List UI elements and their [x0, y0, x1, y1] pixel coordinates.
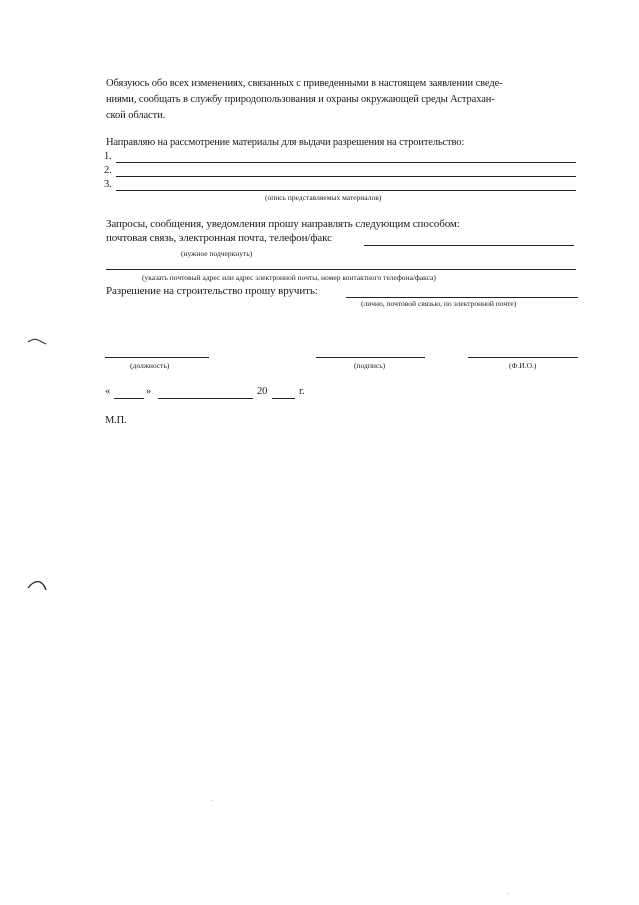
date-year-line[interactable]: [272, 398, 295, 399]
materials-caption: (опись представляемых материалов): [265, 193, 382, 202]
position-line[interactable]: [105, 357, 209, 358]
scan-speck: [508, 893, 509, 894]
name-line[interactable]: [468, 357, 578, 358]
date-close-quote: »: [146, 386, 152, 397]
date-month-line[interactable]: [158, 398, 253, 399]
address-caption: (указать почтовый адрес или адрес электронной почты, номер контактного телефона/факса): [142, 273, 436, 282]
scan-speck: [211, 800, 212, 801]
stamp-label: М.П.: [105, 415, 127, 426]
contact-address-line[interactable]: [106, 269, 576, 270]
materials-item-number-1: 1.: [104, 151, 112, 162]
date-day-line[interactable]: [114, 398, 144, 399]
obligation-line-2: ниями, сообщать в службу природопользования и охраны окружающей среды Астрахан-: [106, 94, 495, 105]
requests-line-1: Запросы, сообщения, уведомления прошу направлять следующим способом:: [106, 218, 460, 230]
materials-heading: Направляю на рассмотрение материалы для выдачи разрешения на строительство:: [106, 137, 465, 148]
delivery-method-line[interactable]: [346, 297, 578, 298]
delivery-label: Разрешение на строительство прошу вручить:: [106, 285, 318, 297]
underline-note: (нужное подчеркнуть): [181, 249, 253, 258]
date-year-prefix: 20: [257, 386, 268, 397]
contact-method-line[interactable]: [364, 245, 574, 246]
obligation-line-3: ской области.: [106, 110, 166, 121]
signature-line[interactable]: [316, 357, 425, 358]
obligation-line-1: Обязуюсь обо всех изменениях, связанных с приведенными в настоящем заявлении сведе-: [106, 78, 503, 89]
requests-line-2: почтовая связь, электронная почта, телефон/факс: [106, 232, 332, 244]
materials-item-line-2[interactable]: [116, 176, 576, 177]
scan-mark-icon: [26, 578, 48, 594]
date-open-quote: «: [105, 386, 111, 397]
materials-item-line-1[interactable]: [116, 162, 576, 163]
signature-caption: (подпись): [354, 361, 386, 370]
position-caption: (должность): [130, 361, 170, 370]
delivery-caption: (лично, почтовой связью, по электронной почте): [361, 299, 517, 308]
materials-item-number-2: 2.: [104, 165, 112, 176]
scan-mark-icon: [26, 334, 48, 346]
materials-item-number-3: 3.: [104, 179, 112, 190]
materials-item-line-3[interactable]: [116, 190, 576, 191]
obligation-paragraph: [106, 76, 582, 124]
name-caption: (Ф.И.О.): [509, 361, 537, 370]
date-year-suffix: г.: [299, 386, 305, 397]
